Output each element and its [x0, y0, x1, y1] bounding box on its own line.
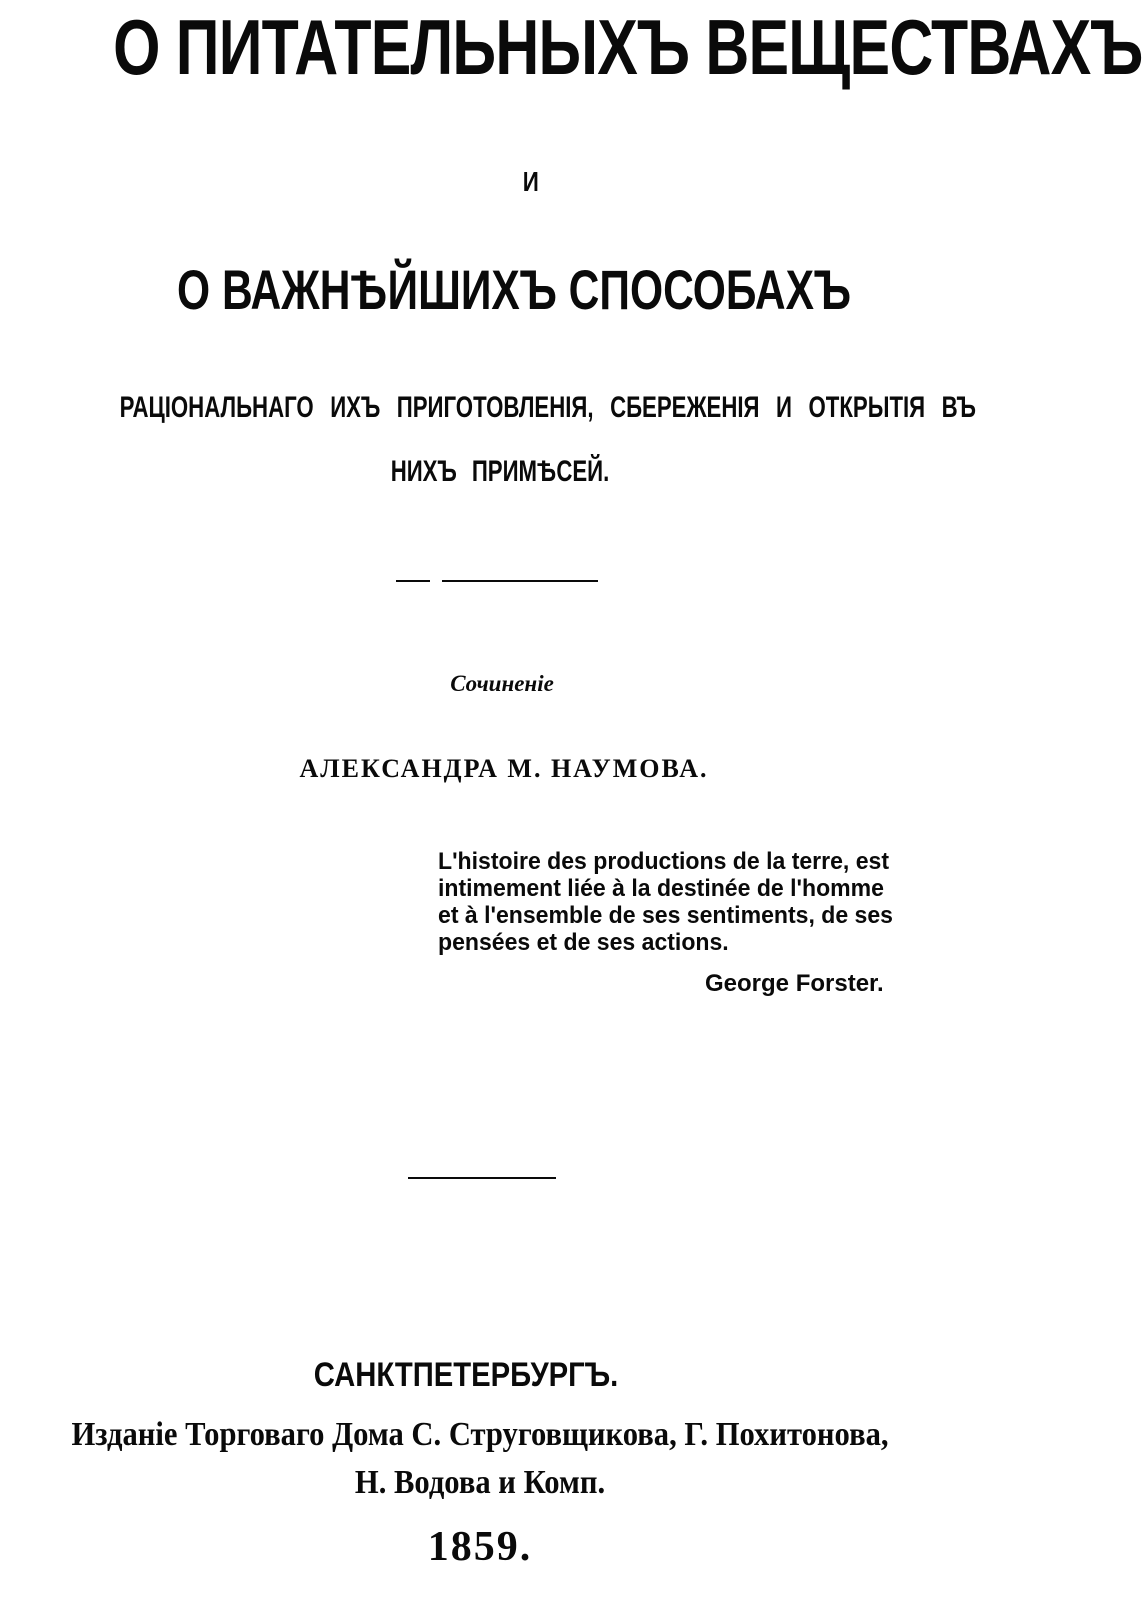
book-title-second-part: О ВАЖНѢЙШИХЪ СПОСОБАХЪ	[177, 258, 851, 321]
divider-long	[442, 580, 598, 582]
epigraph-line: intimement liée à la destinée de l'homme	[438, 875, 884, 902]
title-conjunction: И	[522, 166, 539, 197]
byline: Сочиненіе	[450, 671, 554, 696]
book-title: О ПИТАТЕЛЬНЫХЪ ВЕЩЕСТВАХЪ	[113, 3, 1143, 91]
divider-bottom	[408, 1177, 556, 1179]
epigraph-attribution: George Forster.	[705, 970, 884, 997]
subtitle-line-1: РАЦІОНАЛЬНАГО ИХЪ ПРИГОТОВЛЕНІЯ, СБЕРЕЖЕНІЯ И ОТКРЫТІЯ ВЪ	[119, 391, 976, 424]
imprint-city: САНКТПЕТЕРБУРГЪ.	[313, 1356, 619, 1394]
divider-short	[396, 580, 430, 582]
subtitle-line-2: НИХЪ ПРИМѢСЕЙ.	[390, 455, 610, 488]
author-name: АЛЕКСАНДРА М. НАУМОВА.	[299, 754, 709, 783]
epigraph-line: et à l'ensemble de ses sentiments, de ses	[438, 902, 893, 929]
imprint-publisher-line-2: Н. Водова и Комп.	[354, 1464, 606, 1501]
epigraph	[438, 848, 998, 956]
imprint-year: 1859.	[427, 1524, 533, 1570]
imprint-publisher-line-1: Изданіе Торговаго Дома С. Струговщикова, Г. Похитонова,	[71, 1416, 889, 1453]
epigraph-line: L'histoire des productions de la terre, est	[438, 848, 890, 875]
epigraph-line: pensées et de ses actions.	[438, 929, 729, 956]
